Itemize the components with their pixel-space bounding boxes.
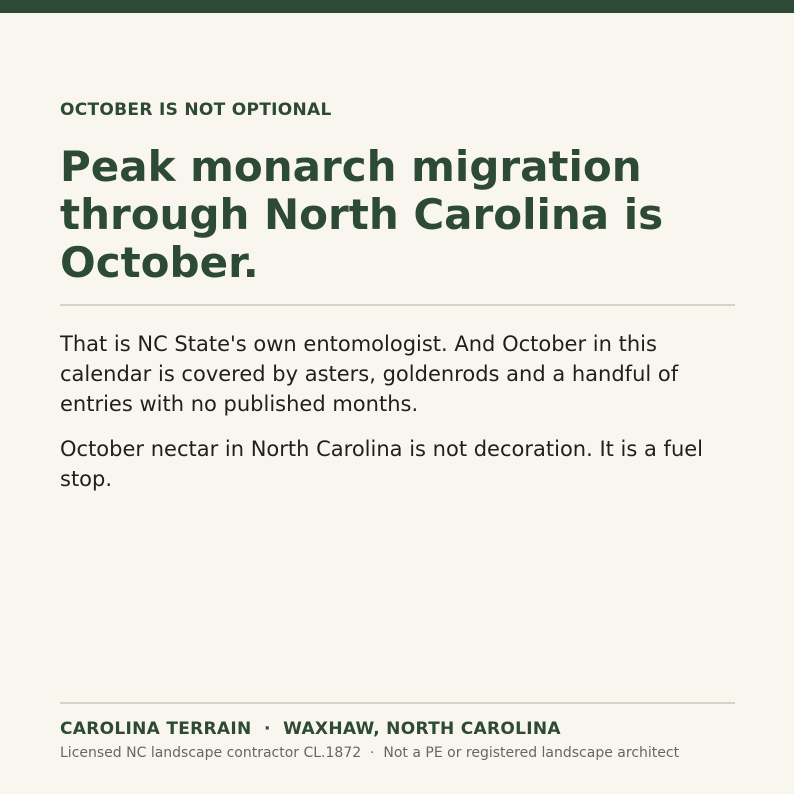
body-paragraph: October nectar in North Carolina is not decoration. It is a fuel stop. [60,437,704,491]
top-accent-bar [0,0,794,13]
eyebrow-label: OCTOBER IS NOT OPTIONAL [60,100,332,120]
body-paragraph: That is NC State's own entomologist. And October in this calendar is covered by asters, goldenrods and a handful of entries with no published months. [60,332,679,416]
headline: Peak monarch migration through North Carolina is October. [60,142,664,287]
footer-business-name: CAROLINA TERRAIN · WAXHAW, NORTH CAROLINA [60,719,561,739]
footer-license-note: Licensed NC landscape contractor CL.1872 · Not a PE or registered landscape architect [60,745,680,761]
headline-divider [60,304,735,306]
body-copy [60,329,740,509]
footer-divider [60,702,735,704]
